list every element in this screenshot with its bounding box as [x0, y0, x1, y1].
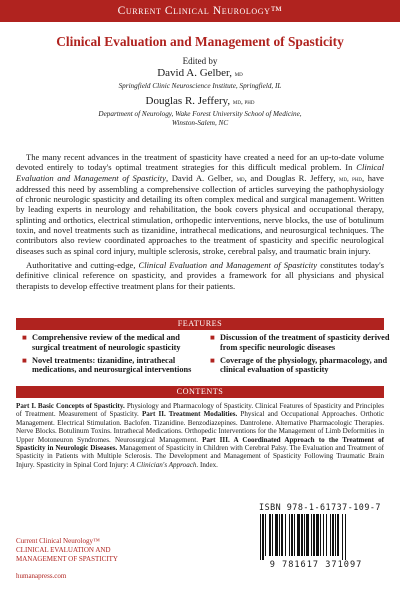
desc-book-title: Clinical Evaluation and Management of Spasticity	[16, 162, 384, 183]
editor-1	[0, 67, 400, 79]
editor-1-affiliation: Springfield Clinic Neuroscience Institute, Springfield, IL	[118, 82, 282, 90]
desc-degree: md, phd	[339, 174, 363, 183]
description-paragraph-2	[16, 260, 384, 291]
editor-2-affiliation	[0, 110, 400, 128]
barcode-digits: 9 781617 371097	[269, 560, 363, 570]
desc-text: , and Douglas R. Jeffery,	[244, 172, 339, 183]
feature-text: Coverage of the physiology, pharmacology, and clinical evaluation of spasticity	[220, 355, 388, 375]
edited-by-label: Edited by	[182, 56, 218, 66]
editor-2	[0, 95, 400, 107]
feature-item	[22, 333, 202, 353]
isbn-label: ISBN 978-1-61737-109-7	[259, 502, 381, 512]
editor-2-degree: md, phd	[232, 98, 255, 106]
contents-heading: CONTENTS	[16, 386, 384, 398]
feature-text: Comprehensive review of the medical and surgical treatment of neurologic spasticity	[32, 333, 181, 352]
editor-2-affiliation-line: Winston-Salem, NC	[171, 119, 229, 127]
feature-item	[210, 356, 390, 376]
part-1-label: Part I. Basic Concepts of Spasticity.	[16, 402, 125, 410]
series-footer-line: Current Clinical Neurology™	[16, 537, 100, 545]
bullet-icon: ■	[210, 355, 215, 365]
editor-2-affiliation-line: Department of Neurology, Wake Forest University School of Medicine,	[98, 110, 302, 118]
bullet-icon: ■	[210, 333, 215, 342]
series-footer	[16, 537, 118, 564]
part-2-chapters: Physical and Occupational Approaches. Orthotic Management. Electrical Stimulation. Baclofen. Tizanidine. Benzodiazepines. Dantrolene. Alternative Pharmacologic Therapies. Nerve Blocks. Botulinum Toxins. Intrathecal Medications. Orthopedic Interventions for the Management of Limb Deformities in Upper Motoneuron Syndromes. Neurosurgical Management.	[16, 410, 384, 444]
part-3-chapter-italic: A Clinician's Approach.	[130, 460, 199, 469]
bullet-icon: ■	[22, 333, 27, 342]
feature-text: Novel treatments: tizanidine, intrathecal medications, and neurosurgical interventions	[32, 355, 192, 375]
desc-book-title: Clinical Evaluation and Management of Spasticity	[138, 259, 318, 270]
desc-text: , David A. Gelber,	[165, 172, 237, 183]
description-paragraph-1	[16, 152, 384, 256]
feature-item	[22, 356, 202, 376]
book-description	[16, 152, 384, 295]
desc-text: , have addressed this need by assembling a comprehensive collection of articles surveying the pathophysiology of chronic neurologic spasticity and detailing its often complex medical and surgical management. Written by leading experts in neurology and rehabilitation, the book covers physical and occupational therapy, splinting and orthotics, electrical stimulation, orthopedic interventions, nerve blocks, the use of botulinum toxin, and novel treatments such as tizanidine, intrathecal medications, and neurosurgical techniques. The contributors also review coordinated approaches to the treatment of spasticity and specific neurological diseases such as spinal cord injury, multiple sclerosis, stroke, cerebral palsy, and traumatic brain injury.	[16, 172, 384, 256]
features-list	[22, 333, 390, 375]
feature-text: Discussion of the treatment of spasticity derived from specific neurologic diseases	[220, 333, 390, 352]
desc-text: constitutes today's definitive clinical reference on spasticity, and provides a framework for all physicians and physical therapists to develop effective treatment plans for their patients.	[16, 259, 385, 291]
series-footer-line: MANAGEMENT OF SPASTICITY	[16, 555, 118, 563]
editor-1-degree: md	[234, 70, 243, 78]
feature-item	[210, 333, 390, 353]
barcode-block	[246, 502, 386, 572]
editor-2-name: Douglas R. Jeffery,	[145, 95, 231, 107]
bullet-icon: ■	[22, 355, 27, 365]
part-1-chapters: Physiology and Pharmacology of Spasticity. Clinical Features of Spasticity and Principles of Treatment. Measurement of Spasticity.	[16, 402, 385, 419]
desc-text: The many recent advances in the treatment of spasticity have created a need for an up-to-date volume devoted entirely to today's optimal treatment strategies for this difficult medical problem. In	[16, 152, 384, 173]
series-banner: Current Clinical Neurology™	[0, 0, 400, 22]
book-title: Clinical Evaluation and Management of Spasticity	[56, 34, 344, 49]
series-footer-line: CLINICAL EVALUATION AND	[16, 546, 111, 554]
barcode-icon	[258, 514, 382, 560]
editor-1-name: David A. Gelber,	[157, 67, 232, 79]
desc-text: Authoritative and cutting-edge,	[26, 259, 139, 270]
part-3-chapters: Management of Spasticity in Children with Cerebral Palsy. The Evaluation and Treatment of Spasticity in Patients with Multiple Sclerosis. The Development and Management of Spasticity Following Traumatic Brain Injury. Spasticity in Spinal Cord Injury:	[16, 444, 384, 469]
publisher-website: humanapress.com	[16, 572, 67, 580]
part-3-label: Part III. A Coordinated Approach to the Treatment of Spasticity in Neurologic Diseases.	[16, 435, 384, 453]
contents-text	[16, 402, 384, 469]
desc-degree: md	[236, 174, 245, 183]
part-2-label: Part II. Treatment Modalities.	[141, 410, 238, 419]
index-entry: Index.	[198, 460, 218, 469]
features-heading: FEATURES	[16, 318, 384, 330]
